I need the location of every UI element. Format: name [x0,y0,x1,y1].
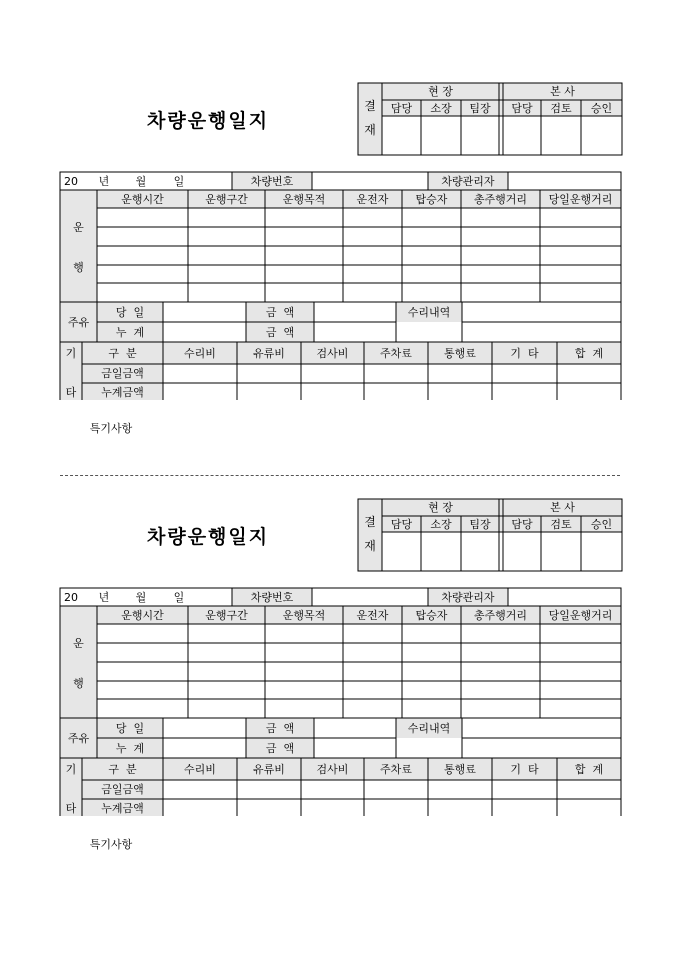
fuel-amount-today-label: 금 액 [265,305,295,319]
approval-role-site-staff: 담당 [390,101,413,115]
approval-role-site-chief: 소장 [430,101,452,115]
header-fuel-cost: 유류비 [253,346,285,360]
approval-side-label-1: 결 [364,515,376,529]
fuel-amount-today-label: 금 액 [265,721,295,735]
date-year-label: 년 [98,174,110,188]
header-passenger: 탑승자 [415,192,448,206]
remarks-label: 특기사항 [89,421,133,435]
header-operation-route: 운행구간 [205,608,248,622]
other-side-label-2: 타 [65,802,77,815]
date-month-label: 월 [135,590,147,604]
date-month-label: 월 [135,174,147,188]
header-repair-cost: 수리비 [184,762,216,776]
vehicle-manager-label: 차량관리자 [441,590,495,604]
header-operation-time: 운행시간 [121,608,164,622]
date-day-label: 일 [173,590,185,604]
approval-role-site-team-lead: 팀장 [469,517,491,531]
header-etc: 기 타 [510,346,539,360]
header-inspection-cost: 검사비 [316,346,349,360]
fuel-today-label: 당 일 [115,305,145,319]
header-operation-time: 운행시간 [121,192,164,206]
fuel-cumulative-label: 누 계 [115,741,145,755]
remarks-label: 특기사항 [89,837,133,851]
header-category: 구 분 [108,762,137,776]
header-operation-purpose: 운행목적 [282,608,326,622]
header-category: 구 분 [108,346,137,360]
approval-group-hq: 본 사 [550,85,575,98]
header-toll-fee: 통행료 [444,346,476,360]
fuel-cumulative-label: 누 계 [115,325,145,339]
fuel-side-label: 주유 [67,315,90,329]
header-driver: 운전자 [356,608,389,622]
header-daily-distance: 당일운행거리 [548,192,613,206]
operation-side-label-1: 운 [73,220,84,234]
header-toll-fee: 통행료 [444,762,476,776]
date-year-label: 년 [98,590,110,604]
repair-history-label: 수리내역 [407,305,451,319]
row-today-amount-label: 금일금액 [101,367,144,380]
form-title: 차량운행일지 [147,526,270,548]
row-cumulative-amount-label: 누계금액 [101,802,144,815]
approval-side-label-2: 재 [364,123,376,137]
operation-side-label-1: 운 [73,636,84,650]
header-sum: 합 계 [574,762,604,776]
fuel-amount-cumulative-label: 금 액 [265,741,295,755]
approval-role-site-team-lead: 팀장 [469,101,491,115]
date-day-label: 일 [173,174,185,188]
header-total-distance: 총주행거리 [473,192,528,206]
logbook-form-1 [0,0,680,435]
other-side-label-2: 타 [65,386,77,399]
header-total-distance: 총주행거리 [473,608,528,622]
approval-role-site-staff: 담당 [390,517,413,531]
header-passenger: 탑승자 [415,608,448,622]
approval-role-hq-review: 검토 [550,101,572,115]
header-sum: 합 계 [574,346,604,360]
header-inspection-cost: 검사비 [316,762,349,776]
vehicle-number-label: 차량번호 [250,590,294,604]
approval-group-hq: 본 사 [550,501,575,514]
approval-side-label-1: 결 [364,99,376,113]
approval-role-hq-staff: 담당 [511,101,533,115]
header-repair-cost: 수리비 [184,346,216,360]
approval-group-site: 현 장 [428,85,453,98]
header-daily-distance: 당일운행거리 [548,608,613,622]
approval-role-hq-staff: 담당 [511,517,533,531]
vehicle-number-label: 차량번호 [250,174,294,188]
repair-history-label: 수리내역 [407,721,451,735]
cut-line-divider [60,475,620,476]
operation-side-label-2: 행 [73,676,84,690]
fuel-side-label: 주유 [67,731,90,745]
header-operation-route: 운행구간 [205,192,248,206]
approval-role-hq-review: 검토 [550,517,572,531]
date-year-prefix: 20 [64,174,78,188]
operation-side-label-2: 행 [73,260,84,274]
header-driver: 운전자 [356,192,389,206]
logbook-form-2 [0,416,680,851]
other-side-label-1: 기 [65,762,77,776]
date-year-prefix: 20 [64,590,78,604]
form-title: 차량운행일지 [147,110,270,132]
approval-group-site: 현 장 [428,501,453,514]
approval-role-hq-approve: 승인 [590,101,613,115]
row-cumulative-amount-label: 누계금액 [101,386,144,399]
header-etc: 기 타 [510,762,539,776]
header-parking-fee: 주차료 [380,346,412,360]
approval-side-label-2: 재 [364,539,376,553]
approval-role-site-chief: 소장 [430,517,452,531]
fuel-amount-cumulative-label: 금 액 [265,325,295,339]
row-today-amount-label: 금일금액 [101,783,144,796]
other-side-label-1: 기 [65,346,77,360]
header-operation-purpose: 운행목적 [282,192,326,206]
header-fuel-cost: 유류비 [253,762,285,776]
vehicle-manager-label: 차량관리자 [441,174,495,188]
fuel-today-label: 당 일 [115,721,145,735]
approval-role-hq-approve: 승인 [590,517,613,531]
header-parking-fee: 주차료 [380,762,412,776]
